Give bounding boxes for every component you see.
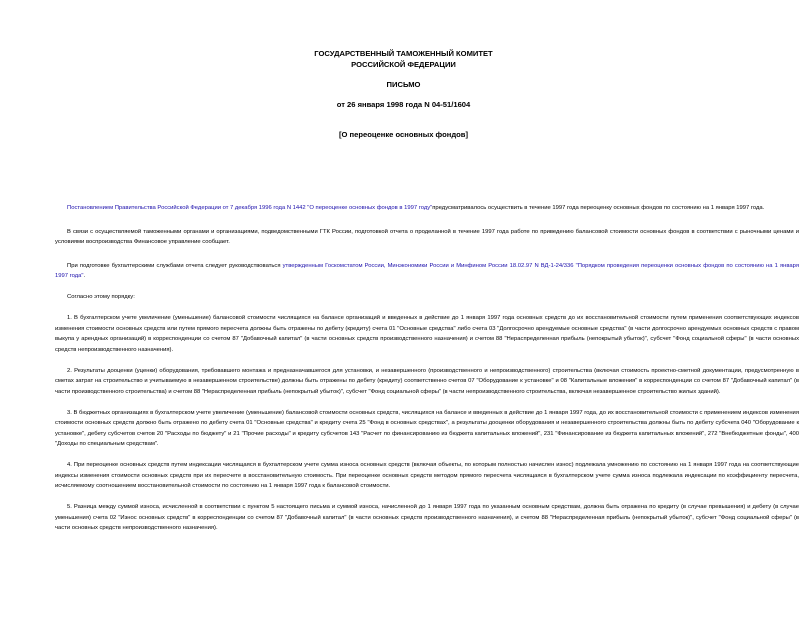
letter-body [55, 203, 799, 544]
revaluation-procedure-link[interactable]: утвержденным Госкомстатом России, Минэкономики России и Минфином России 18.02.97 N ВД-1-24/336 "Порядком проведения переоценки основных фондов по состоянию на 1 января 1997 года" [55, 262, 799, 279]
paragraph-according: Согласно этому порядку: [67, 294, 135, 300]
org-line-1: ГОСУДАРСТВЕННЫЙ ТАМОЖЕННЫЙ КОМИТЕТ [314, 49, 493, 58]
document-subject: [О переоценке основных фондов] [339, 130, 468, 139]
document-type: ПИСЬМО [386, 80, 421, 89]
paragraph-guidance-end: . [83, 273, 86, 279]
document-page [0, 48, 807, 619]
resolution-1442-link[interactable]: Постановлением Правительства Российской Федерации от 7 декабря 1996 года N 1442 "О переоценке основных фондов в 1997 году" [67, 205, 433, 211]
paragraph-context: В связи с осуществляемой таможенными органами и организациями, подведомственными ГТК России, подготовкой отчета о проделанной в течение 1997 года работе по приведению балансовой стоимости основных фондов в соответствии с рыночными ценами и условиями воспроизводства Финансовое управление сообщает. [55, 228, 799, 245]
clause-2: 2. Результаты дооценки (уценки) оборудования, требовавшего монтажа и предназначавшегося для установки, и незавершенного (производственного и непроизводственного) строительства (включая стоимость проектно-сметной документации, предусмотренную в сметах затрат на строительство и учитываемую в незавершенном строительстве) должны быть отражены по дебету (кредиту) соответственно счетов 07 "Оборудование к установке" и 08 "Капитальные вложения" в корреспонденции со счетом 87 "Добавочный капитал" (в части производственного строительства) и счетом 88 "Нераспределенная прибыль (непокрытый убыток)", субсчет "Фонд социальной сферы" (в части непроизводственного строительства, включая незавершенное строительство жилых зданий). [55, 367, 799, 395]
clause-5: 5. Разница между суммой износа, исчисленной в соответствии с пунктом 5 настоящего письма и суммой износа, начисленной до 1 января 1997 года по указанным основным средствам, должна быть отражена по кредиту (в случае превышения) и дебету (в случае уменьшения) счета 02 "Износ основных средств" в корреспонденции со счетом 87 "Добавочный капитал" (в части основных средств производственного назначения), и счетом 88 "Нераспределенная прибыль (непокрытый убыток)", субсчет "Фонд социальной сферы" (в части основных средств непроизводственного назначения). [55, 504, 799, 531]
paragraph-intro-text: предусматривалось осуществить в течение 1997 года переоценку основных фондов по состоянию на 1 января 1997 года. [432, 205, 765, 211]
paragraph-guidance-text: При подготовке бухгалтерскими службами отчета следует руководствоваться [67, 262, 283, 269]
clause-3: 3. В бюджетных организациях в бухгалтерском учете увеличение (уменьшение) балансовой стоимости основных средств, числящихся на балансе и введенных в действие до 1 января 1997 года, до их восстановительной стоимости с применением индексов изменения стоимости основных средств должно быть отражено по дебету счета 01 "Основные средства" и кредиту счета 25 "Фонд в основных средствах", а результаты дооценки оборудования и незавершенного строительства должны быть по дебету субсчета 040 "Оборудование к установке", дебету субсчетов счетов 20 "Расходы по бюджету" и 21 "Прочие расходы" и кредиту субсчетов 143 "Расчет по финансированию из бюджета капитальных вложений", 231 "Финансирование из бюджета капитальных вложений", 272 "Внебюджетные фонды", 400 "Доходы по специальным средствам". [55, 409, 799, 447]
org-line-2: РОССИЙСКОЙ ФЕДЕРАЦИИ [351, 60, 456, 69]
clause-4: 4. При переоценке основных средств путем индексации числящаяся в бухгалтерском учете сумма износа основных средств (включая объекты, по которым полностью начислен износ) подлежала умножению по состоянию на 1 января 1997 года на соответствующие индексы изменения стоимости основных средств при их пересчете в восстановительную стоимость. При переоценке основных средств методом прямого пересчета числящаяся в бухгалтерском учете сумма износа подлежала индексации по коэффициенту пересчета, исчисляемому соотношением восстановительной стоимости по состоянию на 1 января 1997 года к балансовой стоимости. [55, 462, 799, 489]
paragraph-guidance [55, 261, 799, 282]
issuing-authority [0, 48, 807, 70]
clause-1: 1. В бухгалтерском учете увеличение (уменьшение) балансовой стоимости числящихся на балансе организаций и введенных в действие до 1 января 1997 года основных средств до их восстановительной стоимости путем применения соответствующих индексов изменения стоимости основных средств или путем прямого пересчета должны быть отражены по дебету (кредиту) счета 01 "Основные средства" либо счета 03 "Долгосрочно арендуемые основные средства" (в части долгосрочно арендуемых основных средств с правом выкупа у арендных организаций) в корреспонденции со счетом 87 "Добавочный капитал" (в части основных средств производственного назначения) и счетом 88 "Нераспределенная прибыль (непокрытый убыток)", субсчет "Фонд социальной сферы" (в части основных средств непроизводственного назначения). [55, 315, 799, 353]
paragraph-intro [55, 203, 799, 214]
document-date-number: от 26 января 1998 года N 04-51/1604 [336, 100, 471, 109]
